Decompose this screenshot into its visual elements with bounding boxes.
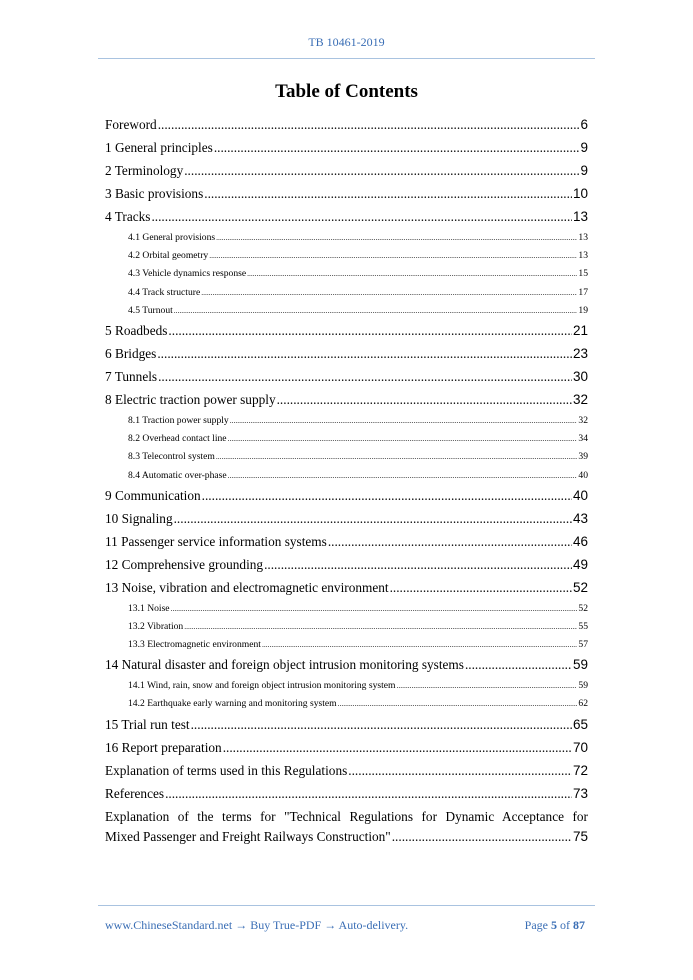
dot-leader (165, 786, 572, 802)
toc-entry[interactable] (105, 346, 588, 369)
dot-leader (348, 763, 572, 779)
dot-leader (214, 140, 580, 156)
toc-subentry[interactable] (105, 287, 588, 305)
dot-leader (184, 163, 579, 179)
toc-entry-page: 46 (572, 533, 588, 549)
toc-entry[interactable] (105, 717, 588, 740)
dot-leader (264, 557, 572, 573)
toc-entry-page: 75 (572, 828, 588, 844)
toc-subentry[interactable] (105, 415, 588, 433)
toc-subentry[interactable] (105, 470, 588, 488)
page-of-label: of (560, 918, 570, 932)
dot-leader (216, 232, 577, 244)
dot-leader (230, 415, 578, 427)
toc-entry-page: 40 (578, 469, 588, 481)
toc-entry[interactable] (105, 140, 588, 163)
toc-entry-page: 23 (572, 345, 588, 361)
toc-entry-text: 9 Communication (105, 487, 201, 503)
toc-entry[interactable] (105, 580, 588, 603)
toc-entry-text: 12 Comprehensive grounding (105, 556, 264, 572)
toc-entry-text-line2: Mixed Passenger and Freight Railways Construction" (105, 828, 391, 844)
toc-entry-text: 4.5 Turnout (128, 304, 173, 316)
page-label: Page (524, 918, 548, 932)
toc-entry[interactable] (105, 657, 588, 680)
dot-leader (184, 621, 577, 633)
toc-entry[interactable] (105, 323, 588, 346)
toc-entry-page: 52 (578, 602, 588, 614)
dot-leader (216, 451, 578, 463)
toc-subentry[interactable] (105, 250, 588, 268)
dot-leader (158, 369, 572, 385)
toc-entry-text: 8.3 Telecontrol system (128, 451, 215, 463)
toc-entry-page: 65 (572, 716, 588, 732)
footer-divider (98, 905, 595, 906)
dot-leader (204, 186, 572, 202)
dot-leader (328, 534, 572, 550)
toc-entry[interactable] (105, 740, 588, 763)
toc-entry-page: 73 (572, 785, 588, 801)
toc-entry-text: 8.4 Automatic over-phase (128, 469, 227, 481)
dot-leader (174, 305, 578, 317)
dot-leader (168, 323, 572, 339)
toc-entry-page: 6 (580, 117, 588, 132)
toc-entry-text: 15 Trial run test (105, 716, 190, 732)
toc-entry-page: 52 (572, 579, 588, 595)
toc-entry-page: 21 (572, 322, 588, 338)
dot-leader (277, 392, 572, 408)
toc-entry-page: 9 (580, 163, 588, 178)
dot-leader (223, 740, 572, 756)
toc-subentry[interactable] (105, 680, 588, 698)
dot-leader (174, 511, 572, 527)
toc-entry-explanation-terms-technical-regulations[interactable] (105, 809, 588, 852)
toc-entry-text: 5 Roadbeds (105, 322, 168, 338)
toc-subentry[interactable] (105, 305, 588, 323)
toc-entry-page: 57 (578, 639, 588, 651)
dot-leader (202, 488, 572, 504)
toc-entry[interactable] (105, 117, 588, 140)
toc-entry-text: 13.1 Noise (128, 602, 170, 614)
dot-leader (157, 346, 572, 362)
dot-leader (201, 287, 577, 299)
toc-entry-text: 8 Electric traction power supply (105, 391, 276, 407)
toc-entry-page: 62 (578, 698, 588, 710)
current-page-number: 5 (551, 918, 557, 932)
dot-leader (338, 698, 578, 710)
toc-entry-page: 59 (572, 657, 588, 673)
toc-subentry[interactable] (105, 433, 588, 451)
toc-subentry[interactable] (105, 639, 588, 657)
toc-entry[interactable] (105, 163, 588, 186)
toc-entry-page: 15 (578, 268, 588, 280)
toc-subentry[interactable] (105, 451, 588, 469)
toc-entry[interactable] (105, 369, 588, 392)
toc-entry[interactable] (105, 557, 588, 580)
page-indicator (525, 918, 585, 933)
toc-entry-page: 32 (572, 391, 588, 407)
toc-entry-text: 3 Basic provisions (105, 186, 204, 201)
toc-entry-page: 19 (578, 304, 588, 316)
toc-entry-page: 59 (578, 680, 588, 692)
dot-leader (262, 639, 577, 651)
header-divider (98, 58, 595, 59)
toc-entry[interactable] (105, 186, 588, 209)
toc-entry-text: 4.4 Track structure (128, 286, 201, 298)
toc-entry-text: References (105, 785, 165, 801)
toc-entry[interactable] (105, 488, 588, 511)
dot-leader (158, 117, 580, 133)
dot-leader (209, 250, 577, 262)
toc-subentry[interactable] (105, 621, 588, 639)
toc-entry-text: 14.2 Earthquake early warning and monitoring system (128, 698, 337, 710)
toc-entry-text: 7 Tunnels (105, 368, 158, 384)
toc-entry-page: 55 (578, 620, 588, 632)
toc-entry-text: 8.2 Overhead contact line (128, 433, 227, 445)
toc-entry-page: 13 (578, 250, 588, 262)
toc-entry-page: 13 (572, 209, 588, 224)
dot-leader (191, 717, 572, 733)
toc-entry-text: 16 Report preparation (105, 739, 222, 755)
dot-leader (247, 268, 577, 280)
toc-subentry[interactable] (105, 698, 588, 716)
toc-entry-page: 49 (572, 556, 588, 572)
dot-leader (228, 433, 578, 445)
toc-entry-text: 13.3 Electromagnetic environment (128, 639, 261, 651)
toc-entry-page: 30 (572, 368, 588, 384)
toc-entry-text: 14 Natural disaster and foreign object intrusion monitoring systems (105, 657, 464, 673)
toc-entry-page: 13 (578, 232, 588, 243)
toc-entry-page: 72 (572, 762, 588, 778)
dot-leader (171, 603, 578, 615)
toc-entry-text: 6 Bridges (105, 345, 157, 361)
toc-subentry[interactable] (105, 603, 588, 621)
toc-entry-text-line1: Explanation of the terms for "Technical Regulations for Dynamic Acceptance for (105, 808, 588, 824)
toc-entry-text: 4.2 Orbital geometry (128, 250, 209, 262)
toc-entry[interactable] (105, 786, 588, 809)
toc-entry-text: Explanation of terms used in this Regulations (105, 762, 348, 778)
dot-leader (228, 470, 578, 482)
toc-entry[interactable] (105, 511, 588, 534)
total-page-number: 87 (573, 918, 585, 932)
toc-entry-text: 4.1 General provisions (128, 232, 216, 243)
toc-subentry[interactable] (105, 268, 588, 286)
document-code-header: TB 10461-2019 (308, 35, 385, 49)
toc-entry[interactable] (105, 209, 588, 232)
footer-link[interactable]: www.ChineseStandard.net → Buy True-PDF → Auto-delivery. (105, 918, 409, 932)
dot-leader (397, 680, 578, 692)
table-of-contents (105, 117, 588, 852)
toc-entry-page: 10 (572, 186, 588, 201)
dot-leader (392, 829, 572, 845)
toc-entry-page: 17 (578, 286, 588, 298)
toc-entry-text: 8.1 Traction power supply (128, 414, 229, 426)
toc-entry[interactable] (105, 392, 588, 415)
toc-entry-page: 9 (580, 140, 588, 155)
toc-entry-text: 1 General principles (105, 140, 213, 155)
toc-entry-page: 70 (572, 739, 588, 755)
toc-entry-text: 4.3 Vehicle dynamics response (128, 268, 247, 280)
toc-entry-page: 32 (578, 414, 588, 426)
toc-entry-text: 2 Terminology (105, 163, 184, 178)
toc-entry-page: 39 (578, 451, 588, 463)
toc-entry-text: Foreword (105, 117, 157, 132)
dot-leader (390, 580, 572, 596)
dot-leader (465, 657, 572, 673)
dot-leader (151, 209, 572, 225)
toc-entry-page: 34 (578, 433, 588, 445)
toc-entry[interactable] (105, 763, 588, 786)
toc-entry[interactable] (105, 534, 588, 557)
toc-entry-text: 13.2 Vibration (128, 620, 184, 632)
toc-entry-page: 43 (572, 510, 588, 526)
toc-subentry[interactable] (105, 232, 588, 250)
toc-entry-text: 13 Noise, vibration and electromagnetic environment (105, 579, 389, 595)
toc-entry-text: 11 Passenger service information systems (105, 533, 327, 549)
toc-entry-page: 40 (572, 487, 588, 503)
page-title: Table of Contents (275, 81, 418, 102)
toc-entry-text: 14.1 Wind, rain, snow and foreign object intrusion monitoring system (128, 680, 396, 692)
toc-entry-text: 4 Tracks (105, 209, 151, 224)
toc-entry-text: 10 Signaling (105, 510, 173, 526)
